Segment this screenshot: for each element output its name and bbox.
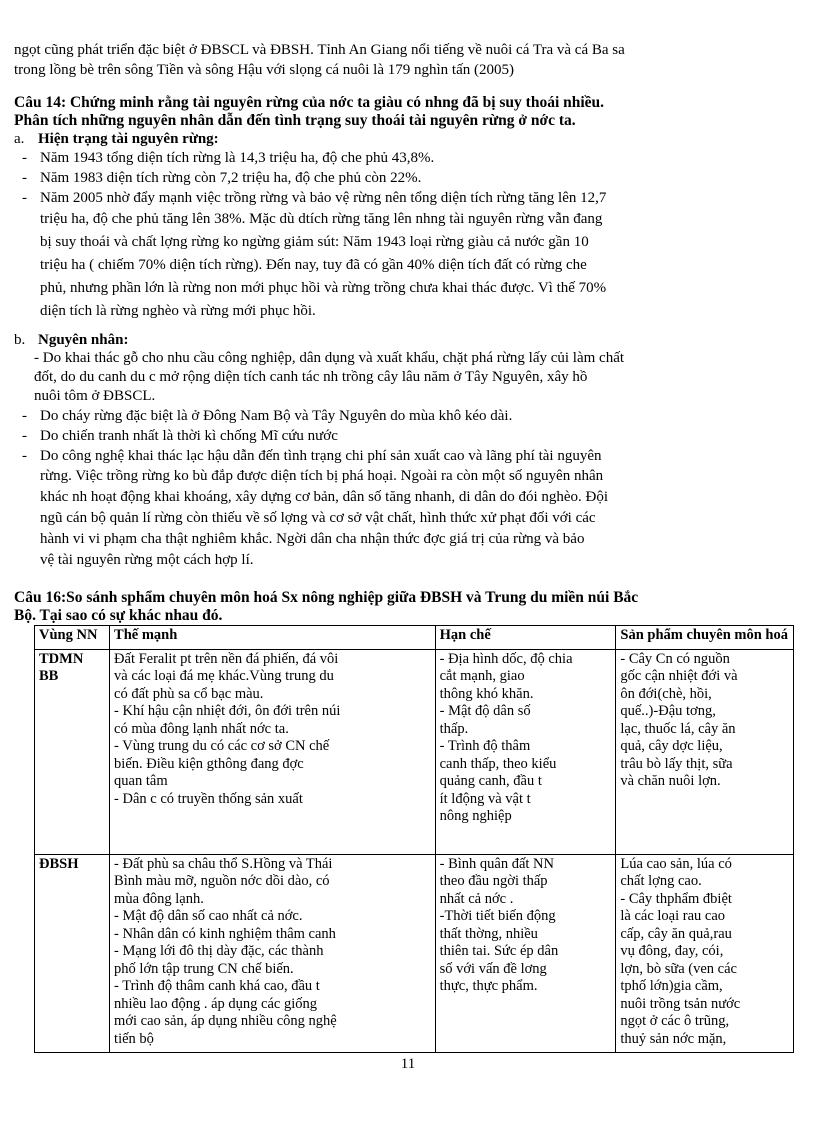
cell-line: phố lớn tập trung CN chế biến. (114, 960, 294, 977)
products-cell (616, 649, 794, 854)
table-header-row (35, 626, 794, 650)
cell-line: tiến bộ (114, 1030, 154, 1047)
region-cell: TDMN BB (35, 649, 110, 854)
continuation-line: diện tích là rừng nghèo và rừng mới phục hồi. (40, 303, 316, 319)
list-item: - Do cháy rừng đặc biệt là ở Đông Nam Bộ và Tây Nguyên do mùa khô kéo dài. (14, 406, 784, 426)
cell-line: nuôi trồng tsản nước (620, 995, 741, 1012)
limitations-cell (435, 649, 616, 854)
page-number: 11 (400, 1056, 416, 1072)
cell-line: - Mạng lới đô thị dày đặc, các thành (114, 943, 324, 959)
cell-line: - Mật độ dân số cao nhất cả nớc. (114, 908, 303, 924)
section-b-intro (14, 349, 784, 406)
cell-line: và các loại đá mẹ khác.Vùng trung du (114, 668, 334, 684)
continuation-line: bị suy thoái và chất lợng rừng ko ngừng giảm sút: Năm 1943 loại rừng giàu cả nước gần 10 (40, 234, 589, 250)
cell-line: theo đầu ngời thấp (439, 873, 548, 889)
cell-line: có mùa đông lạnh nhất nớc ta. (114, 720, 289, 737)
intro-line: nuôi tôm ở ĐBSCL. (34, 388, 156, 404)
question-16-title (14, 589, 784, 625)
cell-line: là các loại rau cao (620, 908, 726, 924)
continuation-line: triệu ha ( chiếm 70% diện tích rừng). Đến nay, tuy đã có gần 40% diện tích đất có rừng che (40, 257, 587, 273)
section-a-label: a. (14, 131, 25, 147)
cell-line: lợn, bò sữa (ven các (620, 960, 737, 977)
list-item: - Năm 1983 diện tích rừng còn 7,2 triệu ha, độ che phủ còn 22%. (14, 168, 784, 188)
list-item-text: Do chiến tranh nhất là thời kì chống Mĩ cứu nước (40, 428, 338, 444)
cell-line: quan tâm (114, 773, 168, 789)
cell-line: ngọt ở các ô trũng, (620, 1013, 730, 1029)
cell-line: nông nghiệp (439, 808, 512, 824)
question-title-line: Phân tích những nguyên nhân dẫn đến tình trạng suy thoái tài nguyên rừng ở nớc ta. (14, 112, 576, 129)
cell-line: - Cây Cn có nguồn (620, 650, 730, 667)
cell-line: số với vấn đề lơng (439, 960, 547, 977)
list-item-text: Năm 1943 tổng diện tích rừng là 14,3 triệu ha, độ che phủ 43,8%. (40, 150, 435, 166)
strengths-cell (110, 854, 436, 1053)
cell-line: mùa đông lạnh. (114, 890, 204, 907)
cell-line: - Trình độ thâm canh khá cao, đầu t (114, 978, 320, 994)
section-a-list (14, 148, 784, 208)
comparison-table (34, 625, 794, 1053)
cell-line: vụ đông, đay, cói, (620, 943, 724, 959)
cell-line: tphố lớn)gia cầm, (620, 978, 723, 994)
section-b-heading (14, 331, 784, 349)
cell-line: cắt mạnh, giao (439, 668, 525, 684)
region-cell: ĐBSH (35, 854, 110, 1053)
question-title-line: Bộ. Tại sao có sự khác nhau đó. (14, 607, 223, 624)
section-b-list (14, 406, 784, 466)
cell-line: lạc, thuốc lá, cây ăn (620, 720, 736, 737)
table-row (35, 649, 794, 854)
cell-line: canh thấp, theo kiểu (439, 755, 557, 772)
continuation-line: triệu ha, độ che phủ tăng lên 38%. Mặc dù dtích rừng tăng lên nhng tài nguyên rừng vẫn đang (40, 211, 603, 227)
section-a-continuation (14, 208, 784, 323)
section-a-heading (14, 130, 784, 148)
cell-line: thất thờng, nhiều (439, 925, 538, 942)
cell-line: - Bình quân đất NN (439, 855, 554, 872)
cell-line: - Địa hình dốc, độ chia (439, 650, 573, 667)
header-limitations: Hạn chế (435, 626, 616, 650)
cell-line: Bình màu mỡ, nguồn nớc dồi dào, có (114, 873, 330, 889)
continuation-line: phủ, nhưng phần lớn là rừng non mới phục hồi và rừng trồng chưa khai thác được. Vì thế 70% (40, 280, 607, 296)
cell-line: nhất cả nớc . (439, 890, 514, 907)
cell-line: -Thời tiết biến động (439, 908, 556, 924)
cell-line: quảng canh, đầu t (439, 773, 542, 789)
intro-line: ngọt cũng phát triển đặc biệt ở ĐBSCL và ĐBSH. Tỉnh An Giang nổi tiếng về nuôi cá Tra và cá Ba sa (14, 42, 625, 58)
list-item: - Năm 1943 tổng diện tích rừng là 14,3 triệu ha, độ che phủ 43,8%. (14, 148, 784, 168)
question-title-line: Câu 16:So sánh sphẩm chuyên môn hoá Sx nông nghiệp giữa ĐBSH và Trung du miền núi Bắc (14, 589, 639, 606)
section-b-title: Nguyên nhân: (38, 332, 129, 348)
cell-line: - Khí hậu cận nhiệt đới, ôn đới trên núi (114, 703, 341, 719)
cell-line: ít lđộng và vật t (439, 790, 531, 807)
limitations-cell (435, 854, 616, 1053)
list-item-text: Do cháy rừng đặc biệt là ở Đông Nam Bộ và Tây Nguyên do mùa khô kéo dài. (40, 408, 513, 424)
cell-line: có đất phù sa cổ bạc màu. (114, 685, 264, 702)
cell-line: biến. Điều kiện gthông đang đợc (114, 755, 304, 772)
cell-line: gốc cận nhiệt đới và (620, 668, 738, 684)
header-products: Sản phẩm chuyên môn hoá (616, 626, 794, 650)
cell-line: thực, thực phẩm. (439, 978, 538, 994)
products-cell (616, 854, 794, 1053)
list-item: - Do công nghệ khai thác lạc hậu dẫn đến tình trạng chi phí sản xuất cao và lãng phí tài nguyên (14, 446, 784, 466)
cell-line: - Trình độ thâm (439, 738, 531, 754)
cell-line: thấp. (439, 720, 469, 737)
cell-line: thuỷ sản nớc mặn, (620, 1030, 727, 1047)
cell-line: chất lợng cao. (620, 873, 702, 889)
cell-line: - Vùng trung du có các cơ sở CN chế (114, 738, 330, 754)
list-item-text: Năm 1983 diện tích rừng còn 7,2 triệu ha, độ che phủ còn 22%. (40, 170, 422, 186)
list-item: - Năm 2005 nhờ đẩy mạnh việc trồng rừng và bảo vệ rừng nên tổng diện tích rừng tăng lên 12,7 (14, 188, 784, 208)
cell-line: Lúa cao sản, lúa có (620, 855, 732, 872)
question-title-line: Câu 14: Chứng minh rằng tài nguyên rừng của nớc ta giàu có nhng đã bị suy thoái nhiều. (14, 94, 605, 111)
cell-line: mới cao sản, áp dụng nhiều công nghệ (114, 1013, 337, 1029)
cell-line: cấp, cây ăn quả,rau (620, 925, 732, 942)
list-item-text: Do công nghệ khai thác lạc hậu dẫn đến tình trạng chi phí sản xuất cao và lãng phí tài nguyên (40, 448, 602, 464)
cell-line: nhiều lao động . áp dụng các giống (114, 995, 317, 1012)
cell-line: thiên tai. Sức ép dân (439, 943, 559, 959)
intro-line: đốt, do du canh du c mở rộng diện tích canh tác nh trồng cây lâu năm ở Tây Nguyên, xây hồ (34, 369, 588, 385)
cell-line: quả, cây dợc liệu, (620, 738, 723, 754)
list-item-text: Năm 2005 nhờ đẩy mạnh việc trồng rừng và bảo vệ rừng nên tổng diện tích rừng tăng lên 12,7 (40, 190, 607, 206)
continuation-line: ngũ cán bộ quản lí rừng còn thiếu về số lợng và cơ sở vật chất, hình thức xử phạt đối với các (40, 510, 596, 526)
continuation-line: hành vi vi phạm cha thật nghiêm khắc. Ngời dân cha nhận thức đợc giá trị của rừng và bảo (40, 531, 585, 547)
strengths-cell (110, 649, 436, 854)
section-b-continuation (14, 466, 784, 571)
header-region: Vùng NN (35, 626, 110, 650)
continuation-line: rừng. Việc trồng rừng ko bù đắp được diện tích bị phá hoại. Ngoài ra còn một số nguyên nhân (40, 468, 604, 484)
question-14 (14, 94, 784, 571)
cell-line: thông khó khăn. (439, 685, 534, 702)
cell-line: - Dân c có truyền thống sản xuất (114, 790, 303, 807)
cell-line: Đất Feralit pt trên nền đá phiến, đá vôi (114, 650, 339, 667)
header-strengths: Thế mạnh (110, 626, 436, 650)
intro-paragraph (14, 40, 784, 80)
cell-line: quế..)-Đậu tơng, (620, 703, 716, 719)
cell-line: - Nhân dân có kinh nghiệm thâm canh (114, 925, 336, 942)
section-a-title: Hiện trạng tài nguyên rừng: (38, 131, 219, 147)
cell-line: ôn đới(chè, hồi, (620, 685, 712, 702)
continuation-line: khác nh hoạt động khai khoáng, xây dựng cơ bản, dân số tăng nhanh, di dân do đói nghèo. Đội (40, 489, 609, 505)
question-16 (14, 589, 788, 1053)
cell-line: và chăn nuôi lợn. (620, 773, 721, 789)
continuation-line: vệ tài nguyên rừng một cách hợp lí. (40, 552, 254, 568)
table-row (35, 854, 794, 1053)
document-page (14, 40, 788, 1053)
section-b-label: b. (14, 332, 26, 348)
cell-line: - Cây thphẩm đbiệt (620, 890, 732, 907)
cell-line: trâu bò lấy thịt, sữa (620, 755, 733, 772)
intro-line: - Do khai thác gỗ cho nhu cầu công nghiệp, dân dụng và xuất khẩu, chặt phá rừng lấy củi làm chất (34, 350, 625, 366)
intro-line: trong lồng bè trên sông Tiền và sông Hậu với slọng cá nuôi là 179 nghìn tấn (2005) (14, 62, 514, 78)
list-item: - Do chiến tranh nhất là thời kì chống Mĩ cứu nước (14, 426, 784, 446)
question-14-title (14, 94, 784, 130)
cell-line: - Đất phù sa châu thổ S.Hồng và Thái (114, 855, 333, 872)
cell-line: - Mật độ dân số (439, 703, 531, 719)
